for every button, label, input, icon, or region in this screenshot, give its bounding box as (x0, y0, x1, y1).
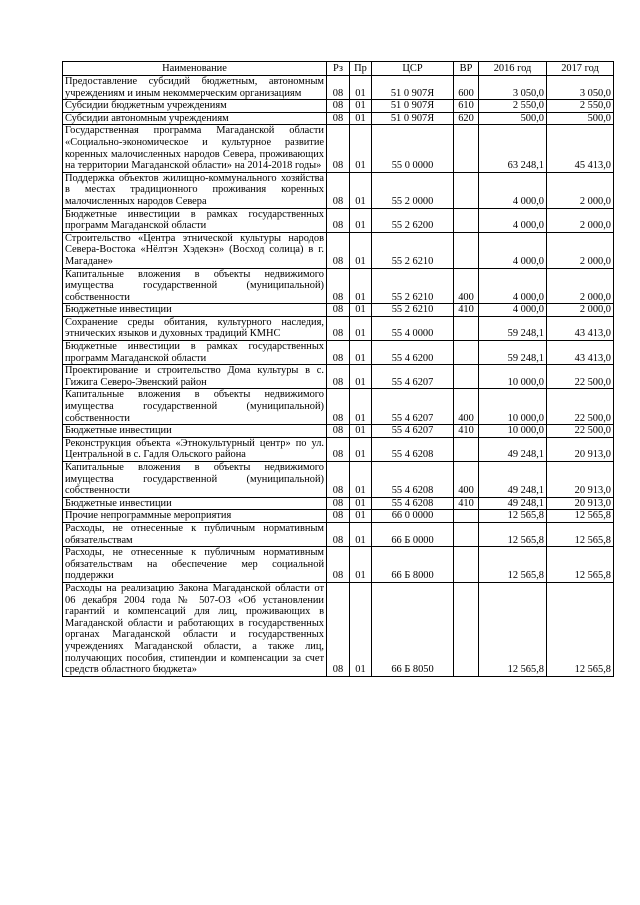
row-2016: 49 248,1 (479, 497, 547, 510)
row-2016: 4 000,0 (479, 232, 547, 268)
table-row (63, 497, 614, 510)
row-rz: 08 (327, 125, 350, 172)
row-csr: 66 Б 0000 (372, 522, 454, 546)
row-name: Расходы, не отнесенные к публичным нормативным обязательствам на обеспечение мер социальной поддержки (63, 547, 327, 583)
row-pr: 01 (350, 304, 372, 317)
table-row (63, 582, 614, 676)
row-csr: 51 0 907Я (372, 112, 454, 125)
row-2016: 4 000,0 (479, 208, 547, 232)
row-rz: 08 (327, 76, 350, 100)
row-name: Бюджетные инвестиции (63, 425, 327, 438)
row-pr: 01 (350, 462, 372, 498)
row-rz: 08 (327, 316, 350, 340)
row-2016: 3 050,0 (479, 76, 547, 100)
row-name: Государственная программа Магаданской области «Социально-экономическое и культурное развитие коренных малочисленных народов Севера, проживающих на территории Магаданской области» на 2014-2018 годы» (63, 125, 327, 172)
row-2016: 10 000,0 (479, 365, 547, 389)
row-pr: 01 (350, 125, 372, 172)
row-name: Капитальные вложения в объекты недвижимого имущества государственной (муниципальной) собственности (63, 389, 327, 425)
row-pr: 01 (350, 341, 372, 365)
row-pr: 01 (350, 389, 372, 425)
row-csr: 55 4 6207 (372, 425, 454, 438)
row-vr (454, 365, 479, 389)
row-rz: 08 (327, 365, 350, 389)
row-csr: 55 4 6207 (372, 365, 454, 389)
row-name: Бюджетные инвестиции (63, 304, 327, 317)
row-csr: 55 2 0000 (372, 172, 454, 208)
row-vr: 620 (454, 112, 479, 125)
row-vr: 410 (454, 304, 479, 317)
row-name: Капитальные вложения в объекты недвижимого имущества государственной (муниципальной) собственности (63, 268, 327, 304)
header-2016: 2016 год (479, 62, 547, 76)
row-vr: 610 (454, 100, 479, 113)
row-csr: 55 2 6200 (372, 208, 454, 232)
row-2017: 43 413,0 (547, 341, 614, 365)
row-pr: 01 (350, 76, 372, 100)
row-rz: 08 (327, 389, 350, 425)
row-2017: 12 565,8 (547, 582, 614, 676)
row-vr (454, 341, 479, 365)
budget-table (62, 61, 614, 677)
row-pr: 01 (350, 365, 372, 389)
row-csr: 55 4 6208 (372, 462, 454, 498)
row-pr: 01 (350, 100, 372, 113)
row-vr: 410 (454, 425, 479, 438)
row-csr: 66 Б 8000 (372, 547, 454, 583)
row-2016: 500,0 (479, 112, 547, 125)
row-vr (454, 547, 479, 583)
row-2016: 59 248,1 (479, 341, 547, 365)
row-name: Строительство «Центра этнической культуры народов Севера-Востока «Нёлтэн Хэдекэн» (Восход солица) в г. Магадане» (63, 232, 327, 268)
row-pr: 01 (350, 112, 372, 125)
table-row (63, 547, 614, 583)
row-name: Расходы на реализацию Закона Магаданской области от 06 декабря 2004 года № 507-ОЗ «Об установлении гарантий и компенсаций для лиц, проживающих в Магаданской области и работающих в государственных органах Магаданской области и государственных учреждениях Магаданской области, а также лиц, получающих пособия, стипендии и компенсации за счет средств областного бюджета» (63, 582, 327, 676)
row-vr (454, 437, 479, 461)
header-vr: ВР (454, 62, 479, 76)
row-2017: 2 000,0 (547, 232, 614, 268)
row-vr (454, 232, 479, 268)
row-csr: 55 0 0000 (372, 125, 454, 172)
row-2017: 2 000,0 (547, 268, 614, 304)
row-csr: 55 4 6200 (372, 341, 454, 365)
row-2016: 59 248,1 (479, 316, 547, 340)
table-row (63, 304, 614, 317)
table-row (63, 76, 614, 100)
table-row (63, 522, 614, 546)
row-vr (454, 510, 479, 523)
table-row (63, 112, 614, 125)
row-2016: 49 248,1 (479, 437, 547, 461)
row-vr (454, 172, 479, 208)
table-row (63, 125, 614, 172)
row-rz: 08 (327, 304, 350, 317)
row-2017: 2 000,0 (547, 172, 614, 208)
row-2017: 2 550,0 (547, 100, 614, 113)
row-csr: 55 4 0000 (372, 316, 454, 340)
header-name: Наименование (63, 62, 327, 76)
row-2017: 22 500,0 (547, 425, 614, 438)
row-name: Субсидии бюджетным учреждениям (63, 100, 327, 113)
row-2016: 12 565,8 (479, 510, 547, 523)
row-2016: 12 565,8 (479, 547, 547, 583)
row-csr: 51 0 907Я (372, 76, 454, 100)
row-2016: 12 565,8 (479, 522, 547, 546)
table-row (63, 425, 614, 438)
table-row (63, 172, 614, 208)
row-rz: 08 (327, 522, 350, 546)
row-pr: 01 (350, 437, 372, 461)
row-vr: 400 (454, 268, 479, 304)
row-2017: 20 913,0 (547, 462, 614, 498)
row-vr: 410 (454, 497, 479, 510)
row-2016: 4 000,0 (479, 172, 547, 208)
table-row (63, 232, 614, 268)
row-2017: 20 913,0 (547, 497, 614, 510)
row-pr: 01 (350, 522, 372, 546)
row-pr: 01 (350, 497, 372, 510)
table-row (63, 462, 614, 498)
row-vr (454, 316, 479, 340)
row-name: Капитальные вложения в объекты недвижимого имущества государственной (муниципальной) собственности (63, 462, 327, 498)
row-rz: 08 (327, 172, 350, 208)
row-name: Реконструкция объекта «Этнокультурный центр» по ул. Центральной в с. Гадля Ольского района (63, 437, 327, 461)
row-2017: 45 413,0 (547, 125, 614, 172)
row-2017: 43 413,0 (547, 316, 614, 340)
row-2016: 2 550,0 (479, 100, 547, 113)
row-rz: 08 (327, 497, 350, 510)
row-2017: 500,0 (547, 112, 614, 125)
row-csr: 55 4 6208 (372, 497, 454, 510)
row-2017: 3 050,0 (547, 76, 614, 100)
row-2017: 22 500,0 (547, 365, 614, 389)
row-pr: 01 (350, 172, 372, 208)
row-rz: 08 (327, 100, 350, 113)
table-row (63, 365, 614, 389)
row-vr: 600 (454, 76, 479, 100)
row-csr: 55 4 6207 (372, 389, 454, 425)
row-2017: 12 565,8 (547, 547, 614, 583)
table-row (63, 510, 614, 523)
row-vr: 400 (454, 462, 479, 498)
row-2016: 12 565,8 (479, 582, 547, 676)
row-pr: 01 (350, 510, 372, 523)
row-csr: 51 0 907Я (372, 100, 454, 113)
row-2017: 2 000,0 (547, 208, 614, 232)
row-vr (454, 125, 479, 172)
row-2016: 4 000,0 (479, 304, 547, 317)
row-2016: 10 000,0 (479, 425, 547, 438)
row-name: Сохранение среды обитания, культурного наследия, этнических языков и духовных традиций КМНС (63, 316, 327, 340)
row-name: Субсидии автономным учреждениям (63, 112, 327, 125)
row-rz: 08 (327, 112, 350, 125)
row-pr: 01 (350, 425, 372, 438)
row-name: Бюджетные инвестиции (63, 497, 327, 510)
row-rz: 08 (327, 547, 350, 583)
row-name: Расходы, не отнесенные к публичным нормативным обязательствам (63, 522, 327, 546)
table-header-row (63, 62, 614, 76)
row-2017: 22 500,0 (547, 389, 614, 425)
row-rz: 08 (327, 462, 350, 498)
row-vr: 400 (454, 389, 479, 425)
row-csr: 55 2 6210 (372, 304, 454, 317)
row-pr: 01 (350, 232, 372, 268)
row-name: Поддержка объектов жилищно-коммунального хозяйства в местах традиционного проживания коренных малочисленных народов Севера (63, 172, 327, 208)
row-2017: 12 565,8 (547, 522, 614, 546)
row-pr: 01 (350, 268, 372, 304)
table-row (63, 100, 614, 113)
header-csr: ЦСР (372, 62, 454, 76)
row-2017: 12 565,8 (547, 510, 614, 523)
row-pr: 01 (350, 547, 372, 583)
row-vr (454, 582, 479, 676)
row-vr (454, 522, 479, 546)
row-rz: 08 (327, 208, 350, 232)
table-row (63, 341, 614, 365)
row-pr: 01 (350, 316, 372, 340)
table-row (63, 437, 614, 461)
row-name: Прочие непрограммные мероприятия (63, 510, 327, 523)
row-pr: 01 (350, 208, 372, 232)
row-name: Проектирование и строительство Дома культуры в с. Гижига Северо-Эвенский район (63, 365, 327, 389)
row-rz: 08 (327, 425, 350, 438)
row-name: Бюджетные инвестиции в рамках государственных программ Магаданской области (63, 208, 327, 232)
row-2016: 49 248,1 (479, 462, 547, 498)
header-rz: Рз (327, 62, 350, 76)
row-name: Предоставление субсидий бюджетным, автономным учреждениям и иным некоммерческим организациям (63, 76, 327, 100)
row-rz: 08 (327, 582, 350, 676)
row-2016: 10 000,0 (479, 389, 547, 425)
row-rz: 08 (327, 232, 350, 268)
document-page (62, 61, 613, 677)
row-rz: 08 (327, 341, 350, 365)
row-rz: 08 (327, 268, 350, 304)
row-pr: 01 (350, 582, 372, 676)
row-2017: 2 000,0 (547, 304, 614, 317)
row-rz: 08 (327, 437, 350, 461)
row-name: Бюджетные инвестиции в рамках государственных программ Магаданской области (63, 341, 327, 365)
table-row (63, 208, 614, 232)
row-2016: 63 248,1 (479, 125, 547, 172)
row-csr: 55 4 6208 (372, 437, 454, 461)
row-csr: 55 2 6210 (372, 232, 454, 268)
table-row (63, 389, 614, 425)
header-pr: Пр (350, 62, 372, 76)
row-rz: 08 (327, 510, 350, 523)
row-csr: 66 Б 8050 (372, 582, 454, 676)
row-csr: 55 2 6210 (372, 268, 454, 304)
header-2017: 2017 год (547, 62, 614, 76)
table-row (63, 268, 614, 304)
row-2016: 4 000,0 (479, 268, 547, 304)
row-vr (454, 208, 479, 232)
row-csr: 66 0 0000 (372, 510, 454, 523)
table-row (63, 316, 614, 340)
row-2017: 20 913,0 (547, 437, 614, 461)
